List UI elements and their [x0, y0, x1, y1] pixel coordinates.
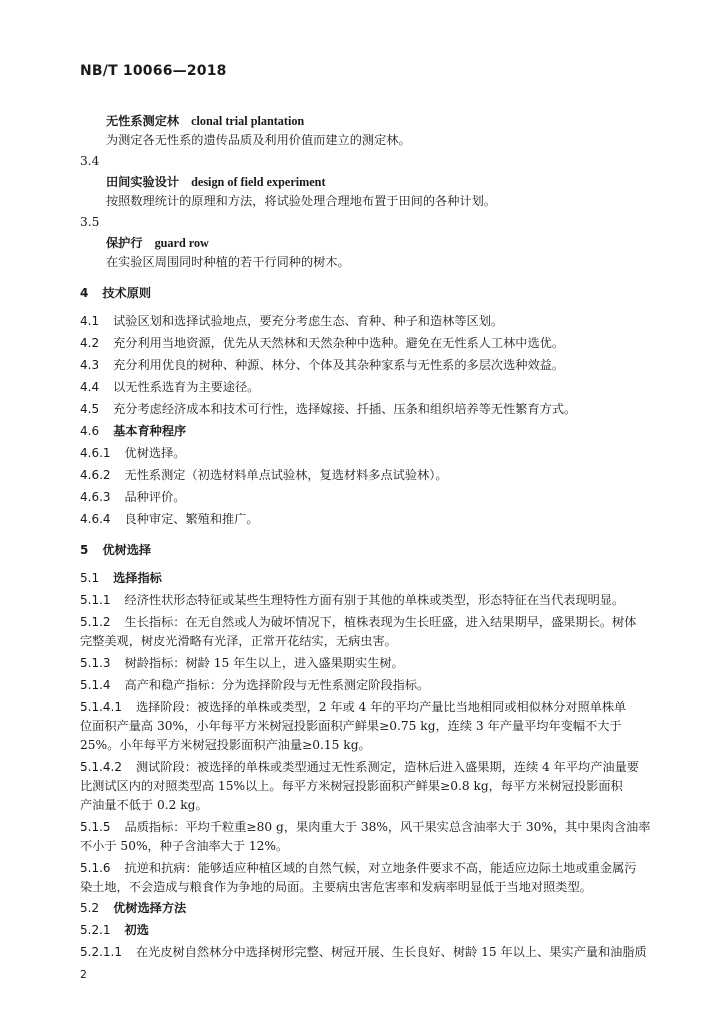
clause: 5.1.6 抗逆和抗病：能够适应种植区域的自然气候，对立地条件要求不高，能适应边际土地或重金属污 [80, 861, 637, 875]
term-zh: 保护行 [106, 236, 143, 250]
clause-heading: 4.6 基本育种程序 [80, 424, 187, 438]
chapter-heading: 4 技术原则 [80, 286, 152, 300]
term-zh: 田间实验设计 [106, 175, 180, 189]
term-en: design of field experiment [191, 175, 326, 189]
clause: 5.1.5 品质指标：平均千粒重≥80 g，果肉重大于 38%，风干果实总含油率大于 30%，其中果肉含油率 [80, 820, 651, 834]
clause-number: 3.4 [80, 154, 100, 168]
chapter-heading: 5 优树选择 [80, 543, 152, 557]
clause-heading: 5.2 优树选择方法 [80, 901, 187, 915]
term-definition: 为测定各无性系的遗传品质及利用价值而建立的测定林。 [106, 133, 411, 147]
clause: 4.4 以无性系选育为主要途径。 [80, 380, 260, 394]
clause-continuation: 位面积产量高 30%，小年每平方米树冠投影面积产鲜果≥0.75 kg，连续 3 年产量平均年变幅不大于 [80, 719, 622, 733]
clause: 5.2.1.1 在光皮树自然林分中选择树形完整、树冠开展、生长良好、树龄 15 年以上、果实产量和油脂质 [80, 945, 647, 959]
clause: 5.1.4.1 选择阶段：被选择的单株或类型，2 年或 4 年的平均产量比当地相同或相似林分对照单株单 [80, 700, 627, 714]
term-en: guard row [154, 236, 209, 250]
term-en: clonal trial plantation [191, 114, 305, 128]
clause: 5.1.3 树龄指标：树龄 15 年生以上，进入盛果期实生树。 [80, 656, 404, 670]
clause-heading: 5.1 选择指标 [80, 571, 162, 585]
clause-number: 3.5 [80, 215, 100, 229]
clause: 5.1.4.2 测试阶段：被选择的单株或类型通过无性系测定，造林后进入盛果期，连续 4 年平均产油量要 [80, 760, 639, 774]
clause-heading: 5.2.1 初选 [80, 923, 149, 937]
clause: 5.1.2 生长指标：在无自然或人为破坏情况下，植株表现为生长旺盛，进入结果期早，盛果期长。树体 [80, 615, 637, 629]
clause-continuation: 产油量不低于 0.2 kg。 [80, 798, 208, 812]
term-guard-row [106, 234, 209, 252]
clause-continuation: 不小于 50%，种子含油率大于 12%。 [80, 839, 289, 853]
clause: 5.1.4 高产和稳产指标：分为选择阶段与无性系测定阶段指标。 [80, 678, 430, 692]
clause-continuation: 比测试区内的对照类型高 15%以上。每平方米树冠投影面积产鲜果≥0.8 kg，每平方米树冠投影面积 [80, 779, 623, 793]
term-clonal-trial-plantation [106, 112, 304, 130]
clause-continuation: 完整美观，树皮光滑略有光泽，正常开花结实，无病虫害。 [80, 634, 397, 648]
page-number: 2 [80, 968, 87, 981]
clause: 4.5 充分考虑经济成本和技术可行性，选择嫁接、扦插、压条和组织培养等无性繁育方式。 [80, 402, 577, 416]
clause: 4.1 试验区划和选择试验地点，要充分考虑生态、育种、种子和造林等区划。 [80, 314, 504, 328]
standard-code-header: NB/T 10066—2018 [80, 63, 227, 79]
term-definition: 在实验区周围同时种植的若干行同种的树木。 [106, 255, 350, 269]
clause: 4.3 充分利用优良的树种、种源、林分、个体及其杂种家系与无性系的多层次选种效益。 [80, 358, 565, 372]
clause: 4.6.3 品种评价。 [80, 490, 186, 504]
term-zh: 无性系测定林 [106, 114, 180, 128]
clause-continuation: 染土地，不会造成与粮食作为争地的局面。主要病虫害危害率和发病率明显低于当地对照类型。 [80, 880, 592, 894]
term-design-of-field-experiment [106, 173, 326, 191]
term-definition: 按照数理统计的原理和方法，将试验处理合理地布置于田间的各种计划。 [106, 194, 496, 208]
clause-continuation: 25%。小年每平方米树冠投影面积产油量≥0.15 kg。 [80, 738, 371, 752]
clause: 4.2 充分利用当地资源，优先从天然林和天然杂种中选种。避免在无性系人工林中选优。 [80, 336, 565, 350]
clause: 5.1.1 经济性状形态特征或某些生理特性方面有别于其他的单株或类型，形态特征在当代表现明显。 [80, 593, 625, 607]
clause: 4.6.2 无性系测定（初选材料单点试验林，复选材料多点试验林）。 [80, 468, 448, 482]
clause: 4.6.1 优树选择。 [80, 446, 186, 460]
clause: 4.6.4 良种审定、繁殖和推广。 [80, 512, 259, 526]
